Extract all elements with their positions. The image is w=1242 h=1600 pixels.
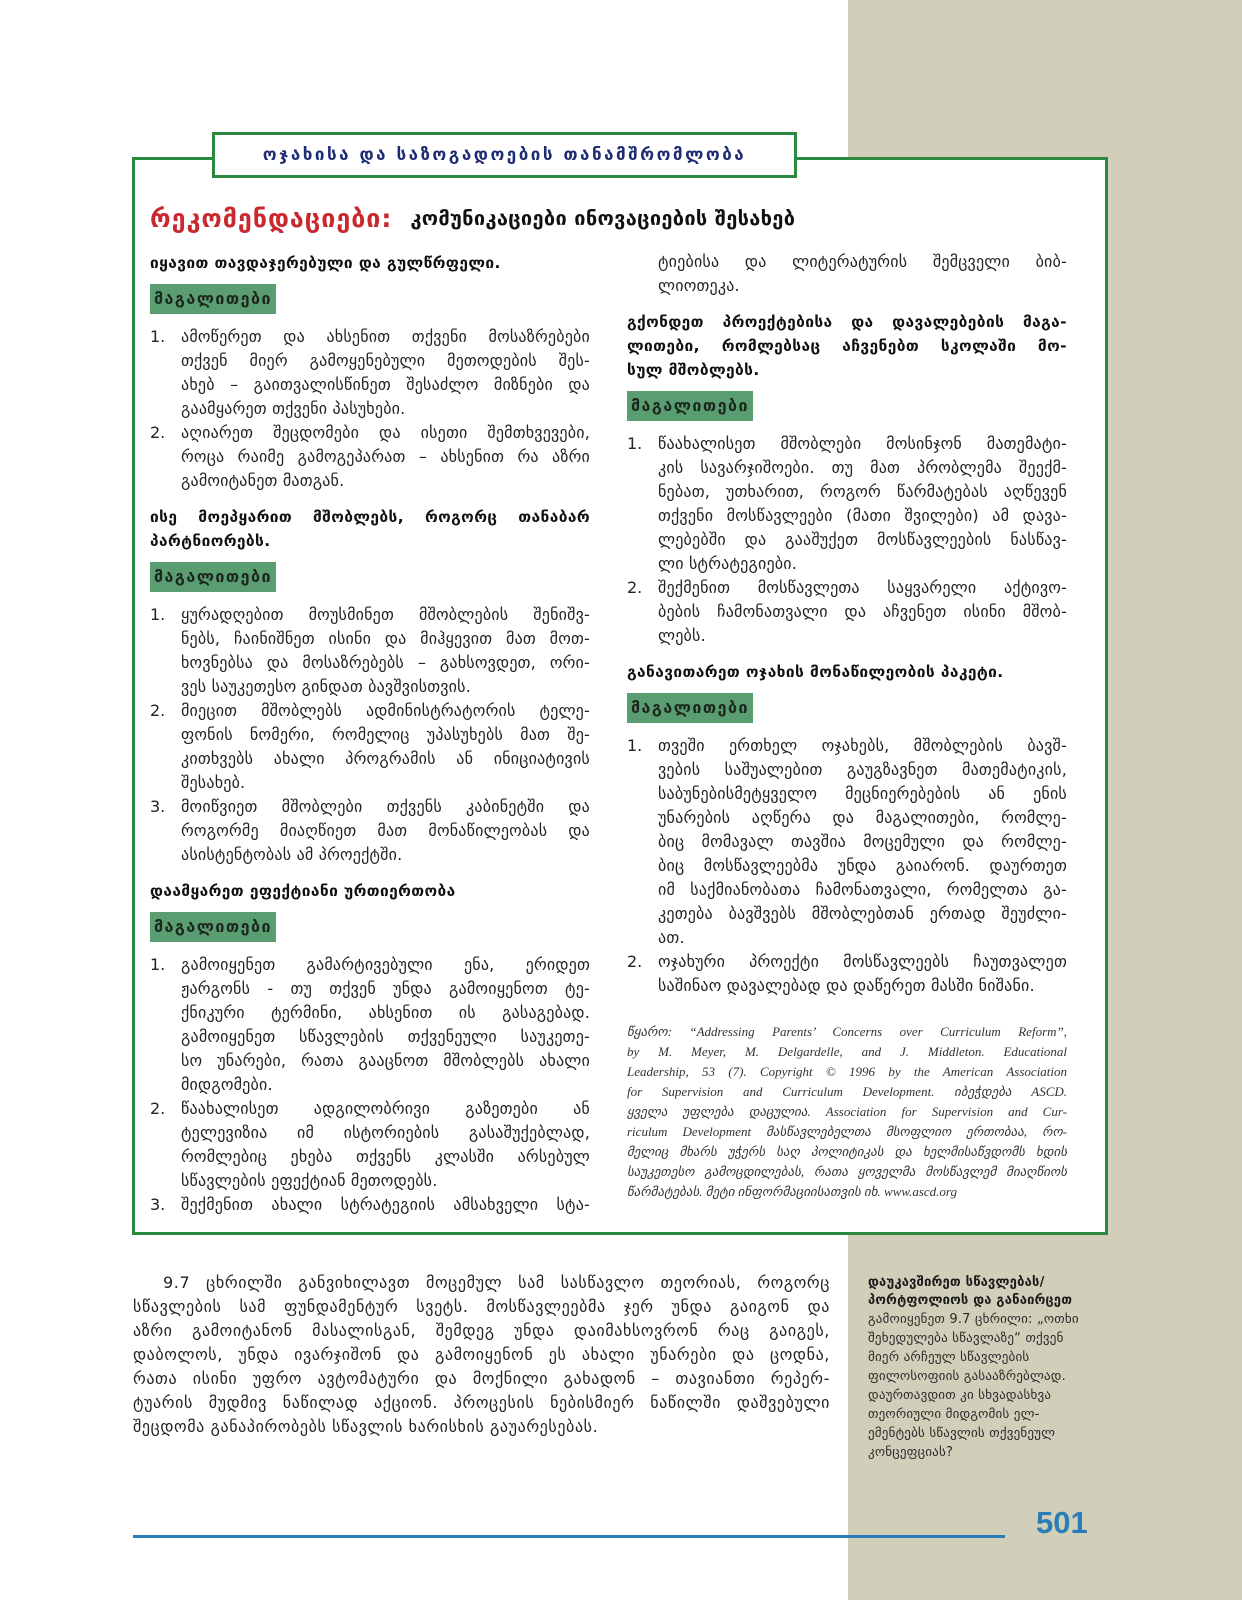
- list-item: [150, 953, 590, 1097]
- list-item-line: გამოიყენეთ გამარტივებული ენა, ერიდეთ: [181, 955, 590, 974]
- left-column: [150, 251, 590, 1217]
- list-item-text: [658, 432, 1067, 576]
- examples-badge: მაგალითები: [150, 562, 276, 592]
- list-item-line: შექმენით მოსწავლეთა საყვარელი აქტივო-: [658, 578, 1067, 597]
- list-item: [627, 576, 1067, 648]
- list-item-line: კის სავარჯიშოები. თუ მათ პრობლემა შეექმ-: [658, 458, 1067, 477]
- source-citation: [627, 1022, 1067, 1202]
- footer-rule: [133, 1535, 1005, 1538]
- list-item-line: ბიც მოსწავლეებმა უნდა გაიარონ. დაურთეთ: [658, 856, 1067, 875]
- list-item-line: ასისტენტობას ამ პროექტში.: [181, 845, 403, 864]
- list-item-text: [181, 421, 590, 493]
- body-paragraph-line: ტუარის მუდმივ ნაწილად აქციონ. პროცესის ნებისმიერ ნაწილში დაშვებული: [133, 1393, 830, 1412]
- list-item: [150, 325, 590, 421]
- list-item: [150, 699, 590, 795]
- list-item: [627, 432, 1067, 576]
- examples-badge: მაგალითები: [150, 284, 276, 314]
- list-item-number: 2.: [627, 578, 643, 597]
- margin-note-line: ფილოსოფიის გასააზრებლად.: [868, 1369, 1066, 1384]
- source-citation-line: წარმატებას. მეტი ინფორმაციისათვის იხ. www.ascd.org: [627, 1184, 957, 1199]
- list-item: [627, 734, 1067, 950]
- list-item: [150, 1193, 590, 1217]
- section-tab: [212, 132, 797, 178]
- list-item-text: [181, 1193, 590, 1217]
- section-heading-line: იყავით თავდაჯერებული და გულწრფელი.: [150, 254, 501, 272]
- section-tab-title: ოჯახისა და საზოგადოების თანამშრომლობა: [262, 145, 747, 165]
- section-heading: [150, 879, 590, 903]
- list-item-text: [181, 603, 590, 699]
- list-item-line: საბუნებისმეტყველო მეცნიერებების ან ენის: [658, 784, 1067, 803]
- list-item-line: თქვენ მიერ გამოყენებული მეთოდების შეს-: [181, 351, 590, 370]
- list-item-line: წაახალისეთ ადგილობრივი გაზეთები ან: [181, 1099, 590, 1118]
- list-item-number: 2.: [627, 952, 643, 971]
- list-item: [150, 603, 590, 699]
- list-item: [627, 950, 1067, 998]
- list-item: [150, 421, 590, 493]
- list-item-text: [181, 699, 590, 795]
- list-item: [150, 795, 590, 867]
- list-item-number: 2.: [150, 1099, 166, 1118]
- source-citation-line: მელიც მხარს უჭერს საღ პოლიტიკას და ხელმისაწვდომს ხდის: [627, 1144, 1067, 1159]
- list-item-line: რომლებიც ეხება თქვენს კლასში არსებულ: [181, 1147, 590, 1166]
- list-item-line: გაამყარეთ თქვენი პასუხები.: [181, 399, 406, 418]
- list-item-line: ბიც მომავალ თავშია მოცემული და რომლე-: [658, 832, 1067, 851]
- list-item-text: [181, 953, 590, 1097]
- margin-note-title-line: პორტფოლიოს და განაირცეთ: [868, 1293, 1073, 1308]
- list-item-line: საშინაო დავალებად და დაწერეთ მასში ნიშანი.: [658, 976, 1035, 995]
- source-citation-line: საუკეთესო გამოცდილებას, რათა ყოველმა მოსწავლემ მიაღწიოს: [627, 1164, 1067, 1179]
- section-heading-line: გქონდეთ პროექტებისა და დავალებების მაგა-: [627, 313, 1067, 331]
- page-number: 501: [1036, 1505, 1088, 1540]
- list-item-line: ხოვნებსა და მოსაზრებებს – გახსოვდეთ, ორი-: [181, 653, 590, 672]
- box-heading-title: კომუნიკაციები ინოვაციების შესახებ: [410, 206, 796, 230]
- list-item-line: თქვენი მოსწავლეები (მათი შვილები) ამ დავა-: [658, 506, 1067, 525]
- list-item-text: [658, 950, 1067, 998]
- list-item-text: [181, 325, 590, 421]
- box-heading-label: რეკომენდაციები:: [150, 203, 393, 233]
- list-item-line: უნარების აღწერა და მაგალითები, რომლე-: [658, 808, 1067, 827]
- source-citation-line: წყარო: “Addressing Parents’ Concerns over Curriculum Reform”,: [627, 1024, 1067, 1039]
- list-item-line: ფონის ნომერი, რომელიც უპასუხებს მათ შე-: [181, 725, 590, 744]
- list-item-line: გამოიყენეთ სწავლების თქვენეული საუკეთე-: [181, 1027, 590, 1046]
- examples-badge: მაგალითები: [627, 391, 753, 421]
- list-item-number: 1.: [150, 327, 166, 346]
- list-item-number: 1.: [627, 736, 643, 755]
- list-item-line: ქნიკური ტერმინი, ახსენით ის გასაგებად.: [181, 1003, 590, 1022]
- list-item-text: [658, 734, 1067, 950]
- list-item-text: [658, 250, 1067, 298]
- list-item-line: ბების ჩამონათვალი და აჩვენეთ ისინი მშობ-: [658, 602, 1067, 621]
- list-item-line: ჟარგონს - თუ თქვენ უნდა გამოიყენოთ ტე-: [181, 979, 590, 998]
- list-item-line: ოჯახური პროექტი მოსწავლეებს ჩაუთვალეთ: [658, 952, 1067, 971]
- body-paragraph-line: დაბოლოს, უნდა ივარჯიშონ და გამოიყენონ ეს ახალი უნარები და ცოდნა,: [133, 1345, 830, 1364]
- list-item-line: როცა რაიმე გამოგეპარათ – ახსენით რა აზრი: [181, 447, 590, 466]
- list-item-number: 1.: [150, 605, 166, 624]
- list-item-number: 1.: [627, 434, 643, 453]
- list-item-number: 3.: [150, 797, 166, 816]
- list-item-line: მიეცით მშობლებს ადმინისტრატორის ტელე-: [181, 701, 590, 720]
- source-citation-line: for Supervision and Curriculum Development. იბეჭდება ASCD.: [627, 1084, 1067, 1099]
- body-paragraph-line: შეცდომა განაპირობებს სწავლის ხარისხის გაუარესებას.: [133, 1417, 599, 1436]
- source-citation-line: riculum Development მასწავლებელთა მსოფლიო ერთობაა, რო-: [627, 1124, 1067, 1139]
- list-item-line: შექმენით ახალი სტრატეგიის ამსახველი სტა-: [181, 1195, 590, 1214]
- list-item-line: ნებს, ჩაინიშნეთ ისინი და მიჰყევით მათ მოთ-: [181, 629, 590, 648]
- list-item-line: ლებებში და გააშუქეთ მოსწავლეების ნასწავ-: [658, 530, 1067, 549]
- section-heading: [150, 251, 590, 275]
- section-heading-line: განავითარეთ ოჯახის მონაწილეობის პაკეტი.: [627, 663, 1004, 681]
- source-citation-line: Leadership, 53 (7). Copyright © 1996 by the American Association: [627, 1064, 1067, 1079]
- list-item-number: 2.: [150, 423, 166, 442]
- list-item-text: [658, 576, 1067, 648]
- source-citation-line: by M. Meyer, M. Delgardelle, and J. Middleton. Educational: [627, 1044, 1067, 1059]
- list-item-text: [181, 795, 590, 867]
- examples-list: [150, 325, 590, 493]
- list-item-line: კითხვებს ახალი პროგრამის ან ინიციატივის: [181, 749, 590, 768]
- margin-note-line: გამოიყენეთ 9.7 ცხრილი: „ოთხი: [868, 1312, 1079, 1327]
- list-item-line: ტიებისა და ლიტერატურის შემცველი ბიბ-: [658, 252, 1067, 271]
- list-item-line: ყურადღებით მოუსმინეთ მშობლების შენიშვ-: [181, 605, 590, 624]
- list-item-line: აღიარეთ შეცდომები და ისეთი შემთხვევები,: [181, 423, 590, 442]
- list-item-line: მიდგომები.: [181, 1075, 273, 1094]
- body-paragraph-line: 9.7 ცხრილში განვიხილავთ მოცემულ სამ სასწავლო თეორიას, როგორც: [163, 1273, 830, 1292]
- list-item-line: ლებს.: [658, 626, 706, 645]
- list-item-line: კეთება ბავშვებს მშობლებთან ერთად შეუძლი-: [658, 904, 1067, 923]
- section-heading-line: ისე მოეპყარით მშობლებს, როგორც თანაბარ: [150, 508, 590, 526]
- list-item-number: 3.: [150, 1195, 166, 1214]
- section-heading-line: ლითები, რომლებსაც აჩვენებთ სკოლაში მო-: [627, 337, 1067, 355]
- margin-note-line: კონცეფციას?: [868, 1445, 954, 1460]
- body-paragraph-line: სწავლების სამ ფუნდამენტურ სვეტს. მოსწავლეებმა ჯერ უნდა გაიგონ და: [133, 1297, 830, 1316]
- margin-note-line: თეორიული მიდგომის ელ-: [868, 1407, 1040, 1422]
- list-item-line: ტელევიზია იმ ისტორიების გასაშუქებლად,: [181, 1123, 590, 1142]
- list-item-line: სო უნარები, რათა გააცნოთ მშობლებს ახალი: [181, 1051, 590, 1070]
- section-heading: [627, 310, 1067, 382]
- list-item-continuation: [627, 250, 1067, 298]
- list-item-line: ათ.: [658, 928, 685, 947]
- list-item-line: ამოწერეთ და ახსენით თქვენი მოსაზრებები: [181, 327, 590, 346]
- list-item-line: სწავლების ეფექტიან მეთოდებს.: [181, 1171, 438, 1190]
- list-item-line: მოიწვიეთ მშობლები თქვენს კაბინეტში და: [181, 797, 590, 816]
- margin-note: [868, 1274, 1080, 1462]
- list-item-number: 1.: [150, 955, 166, 974]
- examples-list: [627, 432, 1067, 648]
- right-column: [627, 250, 1067, 1202]
- examples-list: [150, 953, 590, 1217]
- list-item-line: ვების საშუალებით გაუგზავნეთ მათემატიკის,: [658, 760, 1067, 779]
- list-item-line: როგორმე მიაღწიეთ მათ მონაწილეობას და: [181, 821, 590, 840]
- source-citation-line: ყველა უფლება დაცულია. Association for Supervision and Cur-: [627, 1104, 1067, 1119]
- section-heading-line: პარტნიორებს.: [150, 532, 271, 550]
- list-item-line: თვეში ერთხელ ოჯახებს, მშობლების ბავშ-: [658, 736, 1067, 755]
- list-item-line: ვეს საუკეთესო გინდათ ბავშვისთვის.: [181, 677, 471, 696]
- list-item-line: ახებ – გაითვალისწინეთ შესაძლო მიზნები და: [181, 375, 590, 394]
- examples-list: [627, 734, 1067, 998]
- examples-list: [150, 603, 590, 867]
- list-item-line: იმ საქმიანობათა ჩამონათვალი, რომელთა გა-: [658, 880, 1067, 899]
- box-heading: [150, 196, 1090, 240]
- list-item-line: შესახებ.: [181, 773, 246, 792]
- margin-note-line: ემენტებს სწავლის თქვენეულ: [868, 1426, 1056, 1441]
- list-item-line: ლი სტრატეგიები.: [658, 554, 798, 573]
- list-item: [150, 1097, 590, 1193]
- section-heading: [150, 505, 590, 553]
- list-item-line: ლიოთეკა.: [658, 276, 740, 295]
- list-item-text: [181, 1097, 590, 1193]
- examples-badge: მაგალითები: [150, 912, 276, 942]
- margin-note-line: დაურთავდით კი სხვადასხვა: [868, 1388, 1052, 1403]
- list-item-line: გამოიტანეთ მათგან.: [181, 471, 345, 490]
- margin-note-line: შეხედულება სწავლაზე“ თქვენ: [868, 1331, 1064, 1346]
- margin-note-title-line: დაუკავშირეთ სწავლებას/: [868, 1275, 1045, 1290]
- section-heading-line: სულ მშობლებს.: [627, 361, 760, 379]
- section-heading-line: დაამყარეთ ეფექტიანი ურთიერთობა: [150, 882, 456, 900]
- body-paragraph: [133, 1271, 830, 1439]
- list-item-number: 2.: [150, 701, 166, 720]
- margin-note-line: მიერ არჩეულ სწავლების: [868, 1350, 1030, 1365]
- list-item-line: ნებათ, უთხარით, როგორ წარმატებას აღწევენ: [658, 482, 1067, 501]
- section-heading: [627, 660, 1067, 684]
- list-item-line: წაახალისეთ მშობლები მოსინჯონ მათემატი-: [658, 434, 1067, 453]
- body-paragraph-line: რათა ისინი უფრო ავტომატური და მოქნილი გახადონ – თავიანთი რეპერ-: [133, 1369, 830, 1388]
- body-paragraph-line: აზრი გამოიტანონ მასალისგან, შემდეგ უნდა დაიმახსოვრონ რაც გაიგეს,: [133, 1321, 830, 1340]
- examples-badge: მაგალითები: [627, 693, 753, 723]
